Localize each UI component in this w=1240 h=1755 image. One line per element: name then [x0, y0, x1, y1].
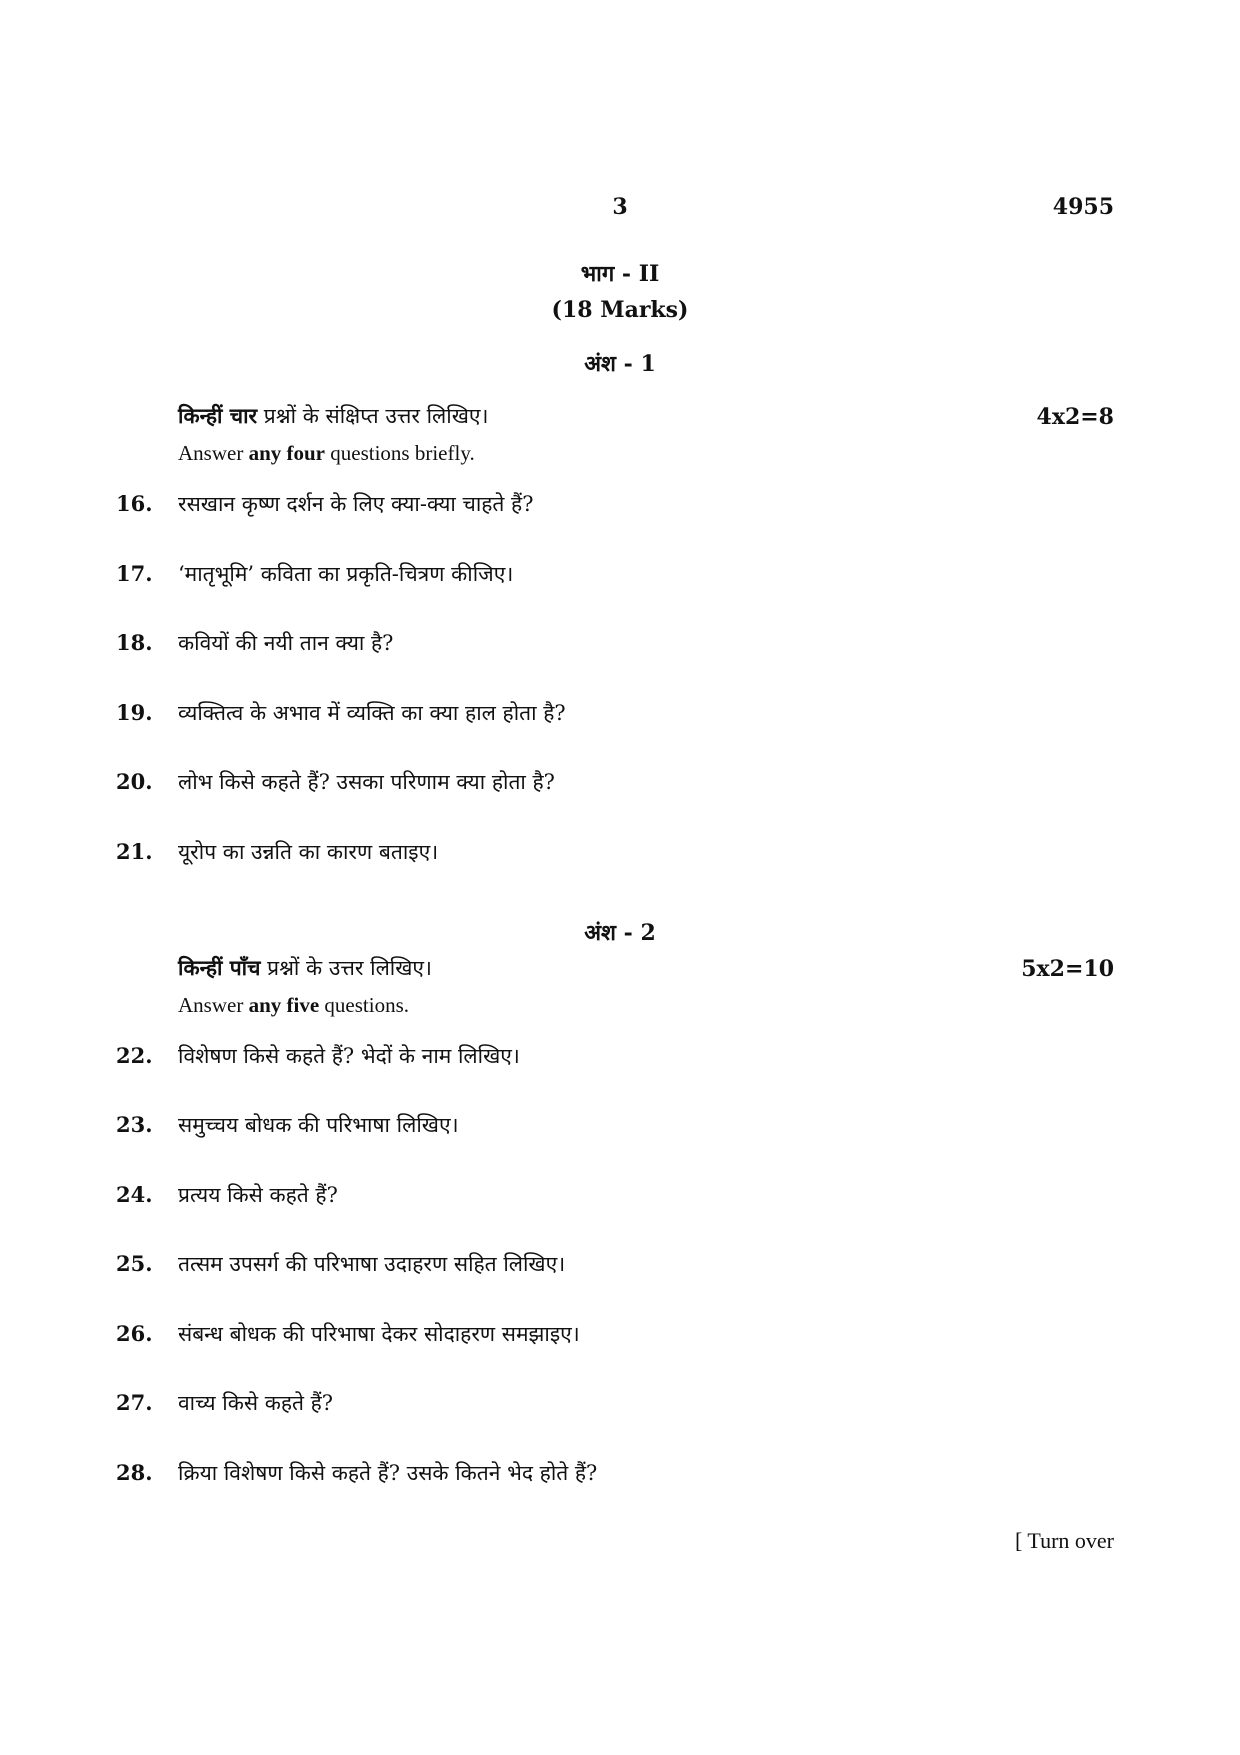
question-24 [116, 1181, 338, 1209]
question-17 [116, 560, 513, 588]
question-number: 18. [116, 630, 153, 655]
section-2-instruction-english [178, 993, 409, 1018]
question-number: 26. [116, 1321, 153, 1346]
question-number: 19. [116, 700, 153, 725]
section-1-instruction-english [178, 441, 475, 466]
instruction-text: questions. [319, 993, 409, 1017]
page-number: 3 [612, 194, 628, 220]
question-text: प्रत्यय किसे कहते हैं? [178, 1183, 338, 1207]
instruction-emphasis: any five [248, 993, 320, 1017]
question-number: 27. [116, 1390, 153, 1415]
question-27 [116, 1389, 333, 1417]
question-16 [116, 490, 533, 518]
instruction-text: प्रश्नों के संक्षिप्त उत्तर लिखिए। [257, 404, 489, 428]
paper-code: 4955 [1052, 194, 1114, 220]
instruction-emphasis: any four [248, 441, 326, 465]
instruction-text: questions briefly. [325, 441, 475, 465]
question-number: 23. [116, 1112, 153, 1137]
instruction-text: प्रश्नों के उत्तर लिखिए। [260, 956, 432, 980]
section-1-title: अंश - 1 [584, 351, 656, 377]
question-number: 20. [116, 769, 153, 794]
question-number: 17. [116, 561, 153, 586]
part-marks: (18 Marks) [551, 297, 689, 323]
question-text: यूरोप का उन्नति का कारण बताइए। [178, 840, 439, 864]
question-number: 16. [116, 491, 153, 516]
question-19 [116, 699, 566, 727]
question-text: ‘मातृभूमि’ कविता का प्रकृति-चित्रण कीजिए। [178, 562, 514, 586]
question-25 [116, 1250, 565, 1278]
question-text: विशेषण किसे कहते हैं? भेदों के नाम लिखिए। [178, 1044, 520, 1068]
question-text: क्रिया विशेषण किसे कहते हैं? उसके कितने भेद होते हैं? [178, 1461, 598, 1485]
instruction-emphasis: किन्हीं चार [178, 403, 258, 428]
instruction-text: Answer [178, 993, 249, 1017]
section-2-title: अंश - 2 [584, 920, 656, 946]
section-2-instruction-hindi [178, 954, 432, 982]
section-1-instruction-hindi [178, 402, 488, 430]
question-text: लोभ किसे कहते हैं? उसका परिणाम क्या होता है? [178, 770, 555, 794]
section-2-marks: 5x2=10 [1021, 956, 1114, 982]
turn-over-note: [ Turn over [1014, 1528, 1114, 1553]
question-22 [116, 1042, 520, 1070]
instruction-emphasis: किन्हीं पाँच [178, 955, 261, 980]
instruction-text: Answer [178, 441, 249, 465]
question-21 [116, 838, 438, 866]
question-text: कवियों की नयी तान क्या है? [178, 631, 394, 655]
question-number: 21. [116, 839, 153, 864]
part-title: भाग - II [580, 261, 660, 287]
question-number: 25. [116, 1251, 153, 1276]
question-number: 24. [116, 1182, 153, 1207]
question-text: संबन्ध बोधक की परिभाषा देकर सोदाहरण समझाइए। [178, 1322, 580, 1346]
question-28 [116, 1459, 597, 1487]
question-text: रसखान कृष्ण दर्शन के लिए क्या-क्या चाहते हैं? [178, 492, 534, 516]
question-text: वाच्य किसे कहते हैं? [178, 1391, 334, 1415]
question-number: 28. [116, 1460, 153, 1485]
question-text: समुच्चय बोधक की परिभाषा लिखिए। [178, 1113, 459, 1137]
question-20 [116, 768, 555, 796]
question-26 [116, 1320, 580, 1348]
question-text: तत्सम उपसर्ग की परिभाषा उदाहरण सहित लिखिए। [178, 1252, 566, 1276]
question-text: व्यक्तित्व के अभाव में व्यक्ति का क्या हाल होता है? [178, 701, 566, 725]
question-number: 22. [116, 1043, 153, 1068]
question-18 [116, 629, 393, 657]
section-1-marks: 4x2=8 [1036, 404, 1114, 430]
question-23 [116, 1111, 459, 1139]
